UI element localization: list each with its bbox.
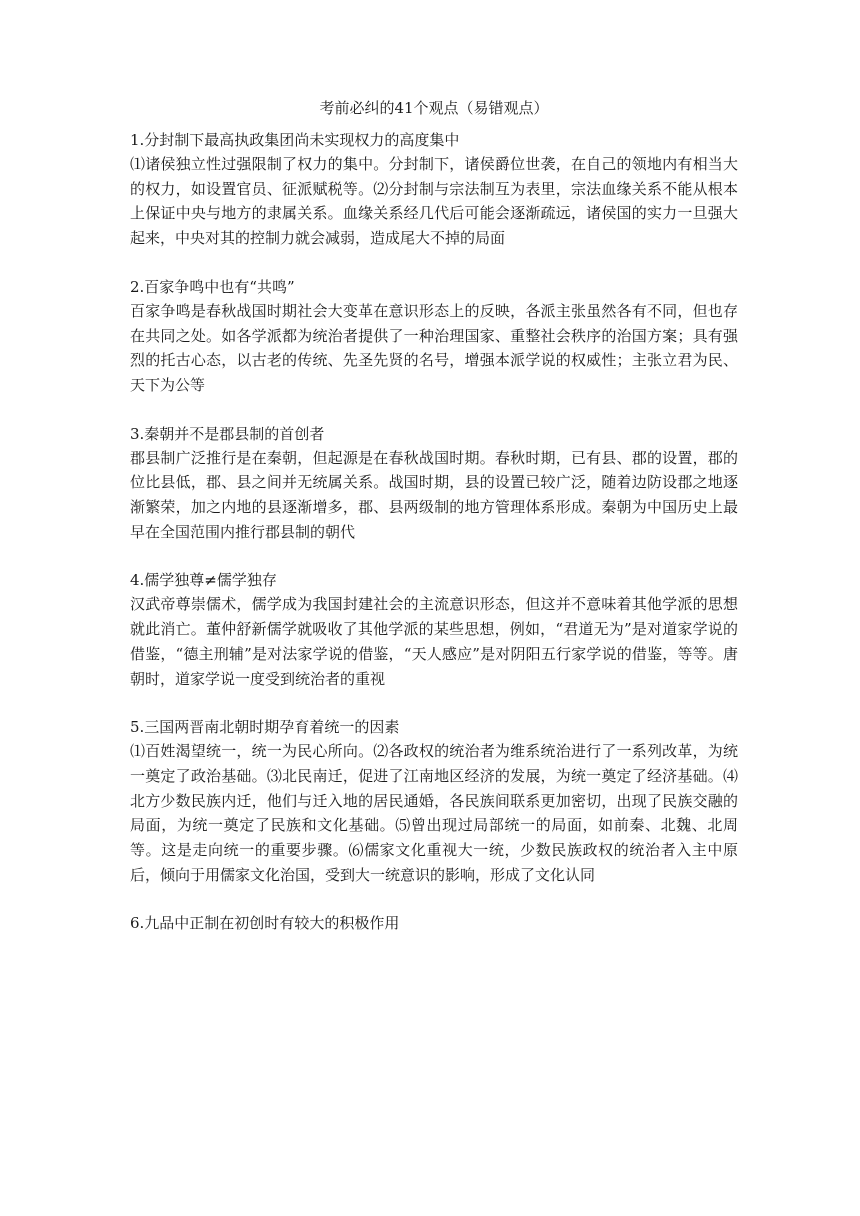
section-6 xyxy=(130,911,738,935)
section-2 xyxy=(130,275,738,398)
section-body: 郡县制广泛推行是在秦朝，但起源是在春秋战国时期。春秋时期，已有县、郡的设置，郡的位比县低，郡、县之间并无统属关系。战国时期，县的设置已较广泛，随着边防设郡之地逐渐繁荣，加之内地的县逐渐增多，郡、县两级制的地方管理体系形成。秦朝为中国历史上最早在全国范围内推行郡县制的朝代 xyxy=(130,448,738,541)
section-body: ⑴诸侯独立性过强限制了权力的集中。分封制下，诸侯爵位世袭，在自己的领地内有相当大的权力，如设置官员、征派赋税等。⑵分封制与宗法制互为表里，宗法血缘关系不能从根本上保证中央与地方的隶属关系。血缘关系经几代后可能会逐渐疏远，诸侯国的实力一旦强大起来，中央对其的控制力就会减弱，造成尾大不掉的局面 xyxy=(130,155,738,248)
section-body: ⑴百姓渴望统一，统一为民心所向。⑵各政权的统治者为维系统治进行了一系列改革，为统一奠定了政治基础。⑶北民南迁，促进了江南地区经济的发展，为统一奠定了经济基础。⑷北方少数民族内迁，他们与迁入地的居民通婚，各民族间联系更加密切，出现了民族交融的局面，为统一奠定了民族和文化基础。⑸曾出现过局部统一的局面，如前秦、北魏、北周等。这是走向统一的重要步骤。⑹儒家文化重视大一统，少数民族政权的统治者入主中原后，倾向于用儒家文化治国，受到大一统意识的影响，形成了文化认同 xyxy=(130,742,738,884)
document-content xyxy=(130,96,738,959)
section-3 xyxy=(130,422,738,545)
section-heading: 4.儒学独尊≠儒学独存 xyxy=(130,571,277,590)
section-heading: 6.九品中正制在初创时有较大的积极作用 xyxy=(130,914,400,933)
section-4 xyxy=(130,568,738,691)
section-heading: 3.秦朝并不是郡县制的首创者 xyxy=(130,424,325,443)
document-title: 考前必纠的41个观点（易错观点） xyxy=(319,99,549,117)
section-5 xyxy=(130,715,738,887)
section-heading: 2.百家争鸣中也有“共鸣” xyxy=(130,277,295,296)
section-body: 汉武帝尊崇儒术，儒学成为我国封建社会的主流意识形态，但这并不意味着其他学派的思想就此消亡。董仲舒新儒学就吸收了其他学派的某些思想，例如，“君道无为”是对道家学说的借鉴，“德主刑辅”是对法家学说的借鉴，“天人感应”是对阴阳五行家学说的借鉴，等等。唐朝时，道家学说一度受到统治者的重视 xyxy=(130,595,738,688)
section-1 xyxy=(130,128,738,251)
section-heading: 5.三国两晋南北朝时期孕育着统一的因素 xyxy=(130,718,400,737)
section-heading: 1.分封制下最高执政集团尚未实现权力的高度集中 xyxy=(130,131,460,149)
section-body: 百家争鸣是春秋战国时期社会大变革在意识形态上的反映，各派主张虽然各有不同，但也存在共同之处。如各学派都为统治者提供了一种治理国家、重整社会秩序的治国方案；具有强烈的托古心态，以古老的传统、先圣先贤的名号，增强本派学说的权威性；主张立君为民、天下为公等 xyxy=(130,301,738,394)
